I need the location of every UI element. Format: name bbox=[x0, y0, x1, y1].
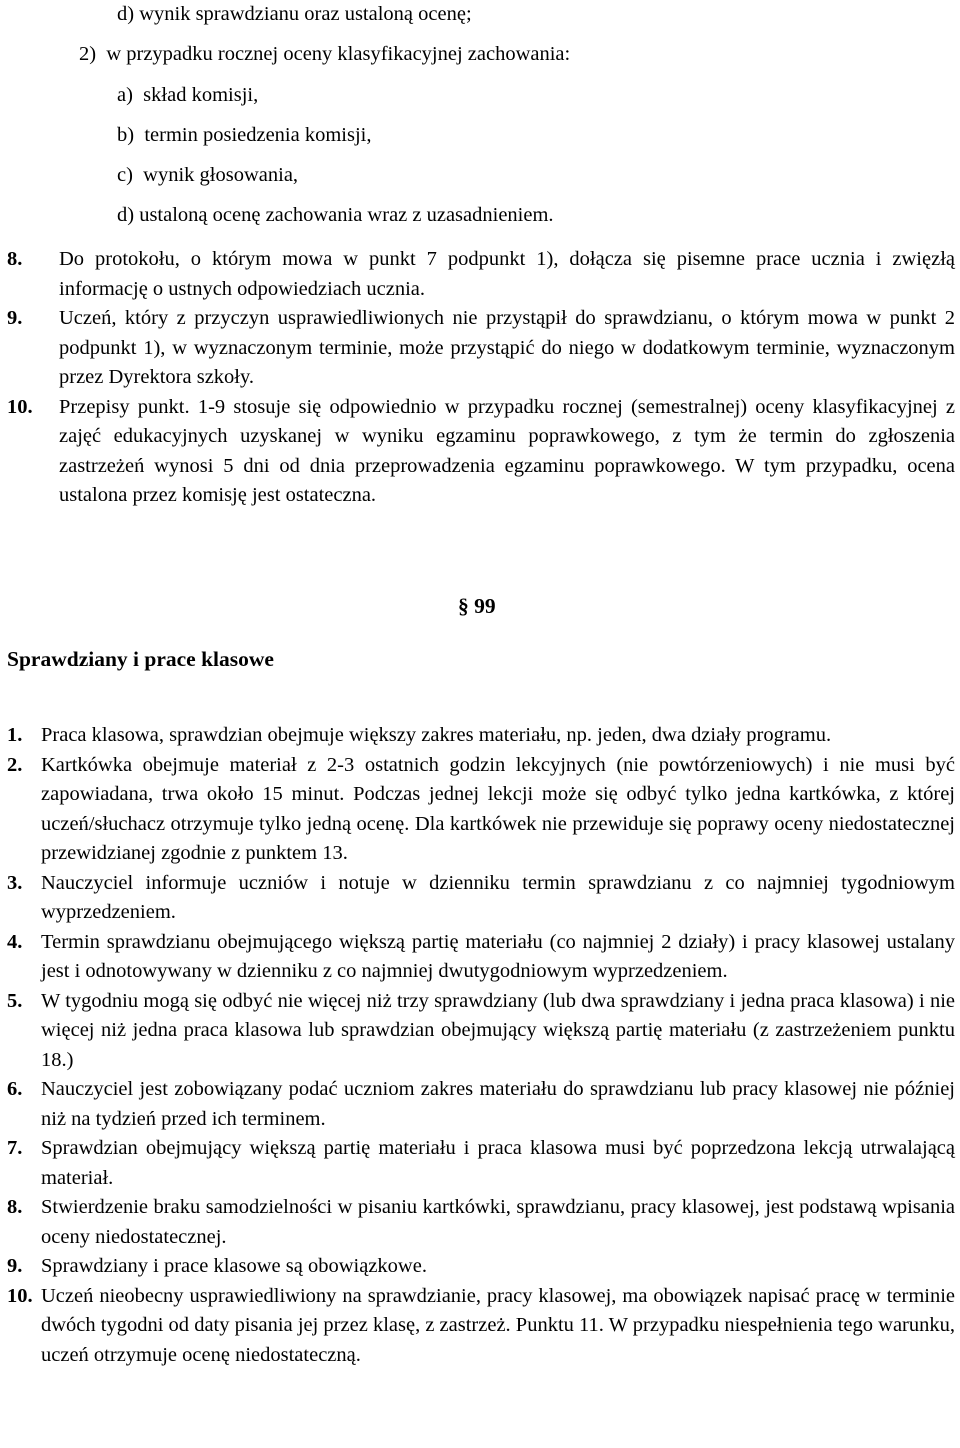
point-number: 2. bbox=[7, 753, 23, 776]
point-7 bbox=[7, 1134, 955, 1193]
points-upper bbox=[7, 245, 955, 511]
point-number: 5. bbox=[7, 989, 23, 1012]
point-number: 1. bbox=[7, 724, 23, 746]
point-9 bbox=[7, 304, 955, 393]
point-5 bbox=[7, 987, 955, 1076]
point-2 bbox=[7, 751, 955, 869]
section-heading: Sprawdziany i prace klasowe bbox=[7, 647, 274, 671]
list-item-d-grade: d) ustaloną ocenę zachowania wraz z uzasadnieniem. bbox=[117, 204, 554, 226]
point-10 bbox=[7, 393, 955, 511]
points-lower bbox=[7, 721, 955, 1370]
point-number: 7. bbox=[7, 1137, 23, 1159]
point-number: 6. bbox=[7, 1078, 23, 1100]
point-text: Przepisy punkt. 1-9 stosuje się odpowiednio w przypadku rocznej (semestralnej) oceny klasyfikacyjnej z zajęć edukacyjnych uzyskanej w wyniku egzaminu poprawkowego, z tym że termin do zgłoszenia zastrzeżeń wynosi 5 dni od dnia przeprowadzenia egzaminu poprawkowego. W tym przypadku, ocena ustalona przez komisję jest ostateczna. bbox=[59, 395, 955, 506]
point-text: Kartkówka obejmuje materiał z 2-3 ostatnich godzin lekcyjnych (nie powtórzeniowych) i nie musi być zapowiadana, trwa około 15 minut. Podczas jednej lekcji może się odbyć tylko jedna kartkówka, z której uczeń/słuchacz otrzymuje tylko jedną ocenę. Dla kartkówek nie przewiduje się poprawy oceny niedostatecznej przewidzianej zgodnie z punktem 13. bbox=[41, 753, 955, 864]
point-number: 9. bbox=[7, 1255, 23, 1277]
point-text: Uczeń, który z przyczyn usprawiedliwionych nie przystąpił do sprawdzianu, o którym mowa w punkt 2 podpunkt 1), w wyznaczonym terminie, może przystąpić do niego w dodatkowym terminie, wyznaczonym przez Dyrektora szkoły. bbox=[59, 307, 955, 388]
list-item-2-behaviour: 2) w przypadku rocznej oceny klasyfikacyjnej zachowania: bbox=[79, 43, 571, 65]
point-text: Sprawdzian obejmujący większą partię materiału i praca klasowa musi być poprzedzona lekcją utrwalającą materiał. bbox=[41, 1137, 955, 1189]
point-10 bbox=[7, 1282, 955, 1371]
point-text: Sprawdziany i prace klasowe są obowiązkowe. bbox=[41, 1255, 427, 1277]
point-text: Nauczyciel informuje uczniów i notuje w dzienniku termin sprawdzianu z co najmniej tygodniowym wyprzedzeniem. bbox=[41, 871, 955, 923]
point-number: 8. bbox=[7, 1196, 23, 1218]
point-text: Praca klasowa, sprawdzian obejmuje większy zakres materiału, np. jeden, dwa działy programu. bbox=[41, 724, 832, 746]
point-text: Stwierdzenie braku samodzielności w pisaniu kartkówki, sprawdzianu, pracy klasowej, jest podstawą wpisania oceny niedostatecznej. bbox=[41, 1196, 955, 1248]
section-marker: § 99 bbox=[458, 594, 496, 618]
point-9 bbox=[7, 1252, 955, 1282]
point-text: Termin sprawdzianu obejmującego większą partię materiału (co najmniej 2 działy) i pracy klasowej ustalany jest i odnotowywany w dzienniku z co najmniej dwutygodniowym wyprzedzeniem. bbox=[41, 930, 955, 982]
point-number: 3. bbox=[7, 871, 23, 894]
list-item-b-date: b) termin posiedzenia komisji, bbox=[117, 124, 372, 146]
point-number: 8. bbox=[7, 248, 23, 270]
list-item-c-vote: c) wynik głosowania, bbox=[117, 164, 299, 186]
point-number: 9. bbox=[7, 307, 23, 329]
point-4 bbox=[7, 928, 955, 987]
point-8 bbox=[7, 1193, 955, 1252]
point-3 bbox=[7, 869, 955, 928]
point-6 bbox=[7, 1075, 955, 1134]
point-number: 4. bbox=[7, 930, 23, 953]
point-number: 10. bbox=[7, 1284, 33, 1307]
list-item-a-composition: a) skład komisji, bbox=[117, 84, 259, 106]
point-number: 10. bbox=[7, 395, 33, 418]
point-text: Uczeń nieobecny usprawiedliwiony na sprawdzianie, pracy klasowej, ma obowiązek napisać pracę w terminie dwóch tygodni od daty pisania jej przez klasę, z zastrzeż. Punktu 11. W przypadku niespełnienia tego warunku, uczeń otrzymuje ocenę niedostateczną. bbox=[41, 1284, 955, 1366]
point-8 bbox=[7, 245, 955, 304]
point-text: Do protokołu, o którym mowa w punkt 7 podpunkt 1), dołącza się pisemne prace ucznia i zwięzłą informację o ustnych odpowiedziach ucznia. bbox=[59, 248, 955, 300]
point-text: W tygodniu mogą się odbyć nie więcej niż trzy sprawdziany (lub dwa sprawdziany i jedna praca klasowa) i nie więcej niż jedna praca klasowa lub sprawdzian obejmujący większą partię materiału (z zastrzeżeniem punktu 18.) bbox=[41, 989, 955, 1071]
list-item-d-result: d) wynik sprawdzianu oraz ustaloną ocenę; bbox=[117, 3, 472, 25]
point-text: Nauczyciel jest zobowiązany podać uczniom zakres materiału do sprawdzianu lub pracy klasowej nie później niż na tydzień przed ich terminem. bbox=[41, 1078, 955, 1130]
point-1 bbox=[7, 721, 955, 751]
